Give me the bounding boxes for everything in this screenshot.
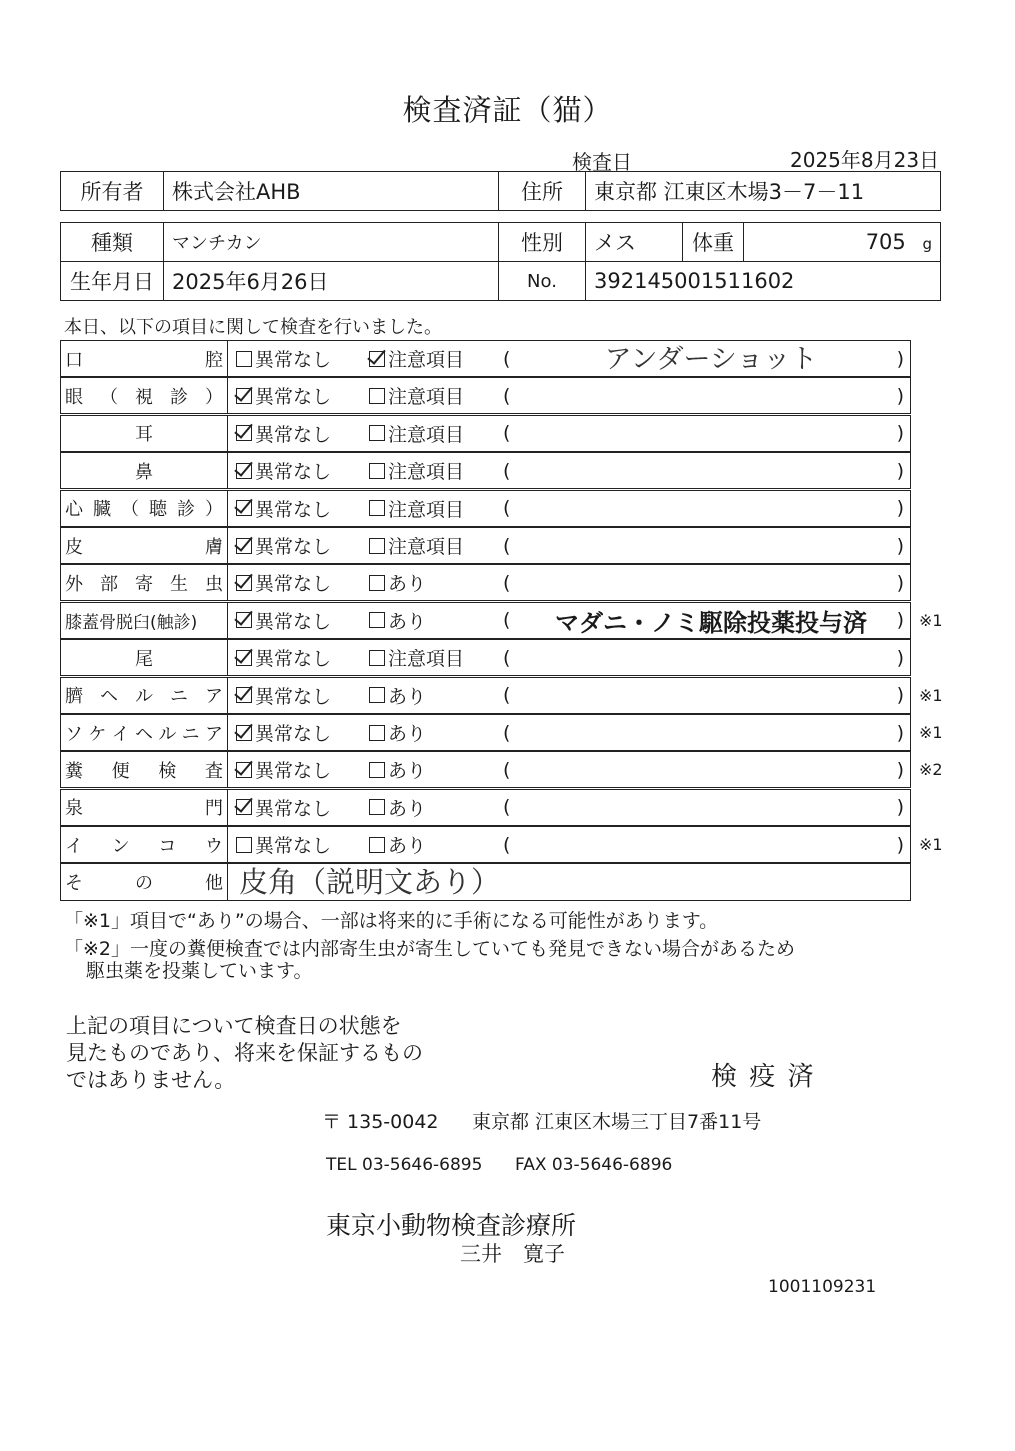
address-label: 住所 (499, 172, 586, 211)
birth-value: 2025年6月26日 (164, 262, 499, 301)
item-name: 心 臓 （ 聴 診 ） (61, 491, 228, 526)
checkbox-icon[interactable] (369, 500, 385, 516)
inspection-stamp: 検 疫 済 (711, 1062, 816, 1092)
attention-checkbox[interactable] (369, 752, 426, 787)
attention-checkbox[interactable] (369, 790, 426, 825)
attention-checkbox[interactable] (369, 491, 464, 526)
attention-checkbox[interactable] (369, 603, 426, 638)
disclaimer-line: ではありません。 (66, 1068, 236, 1092)
close-paren: ) (896, 609, 904, 632)
option-label: 注意項目 (388, 349, 465, 371)
item-name: 糞 便 検 査 (61, 752, 228, 787)
breed-value: マンチカン (164, 223, 499, 262)
open-paren: ( (503, 571, 511, 594)
no-abnormality-checkbox[interactable] (236, 378, 331, 413)
footnote-mark: ※1 (919, 610, 943, 630)
no-abnormality-checkbox[interactable] (236, 790, 331, 825)
option-label: 異常なし (255, 685, 332, 708)
checkbox-icon[interactable] (369, 463, 385, 479)
footnote-1: 「※1」項目で“あり”の場合、一部は将来的に手術になる可能性があります。 (64, 910, 719, 932)
close-paren: ) (896, 758, 904, 781)
sex-value: メス (586, 223, 683, 262)
no-value: 392145001511602 (586, 262, 941, 301)
item-name: 臍 ヘ ル ニ ア (61, 678, 228, 713)
footnote-2-line2: 駆虫薬を投薬しています。 (86, 960, 313, 982)
option-label: あり (388, 723, 427, 745)
option-label: 異常なし (255, 536, 332, 558)
inspection-row (60, 377, 911, 414)
attention-checkbox[interactable] (369, 341, 464, 376)
weight-cell (744, 223, 941, 262)
close-paren: ) (896, 534, 904, 557)
exam-date: 2025年8月23日 (790, 148, 940, 172)
open-paren: ( (503, 497, 511, 520)
item-name: イ ン コ ウ (61, 827, 228, 862)
other-value: 皮角（説明文あり） (239, 864, 501, 899)
checkbox-icon[interactable] (369, 837, 385, 853)
birth-label: 生年月日 (61, 262, 164, 301)
close-paren: ) (896, 646, 904, 669)
option-label: あり (388, 685, 427, 708)
breed-label: 種類 (61, 223, 164, 262)
weight-label: 体重 (683, 223, 744, 262)
option-label: あり (388, 797, 427, 820)
close-paren: ) (896, 571, 904, 594)
option-label: 異常なし (255, 835, 332, 858)
intro-text: 本日、以下の項目に関して検査を行いました。 (64, 317, 442, 338)
item-name: 口 腔 (61, 341, 228, 376)
no-abnormality-checkbox[interactable] (236, 565, 331, 600)
disclaimer-line: 見たものであり、将来を保証するもの (66, 1041, 423, 1065)
other-label: そ の 他 (61, 864, 228, 900)
item-note: アンダーショット (604, 344, 818, 375)
checkbox-icon[interactable] (369, 650, 385, 666)
open-paren: ( (503, 721, 511, 744)
open-paren: ( (503, 347, 511, 370)
open-paren: ( (503, 422, 511, 445)
inspection-row (60, 751, 943, 788)
footnote-mark: ※2 (919, 760, 943, 780)
option-label: 異常なし (255, 648, 332, 671)
inspection-row (60, 677, 943, 714)
item-name: ソ ケ イ ヘ ル ニ ア (61, 715, 228, 750)
open-paren: ( (503, 534, 511, 557)
option-label: 異常なし (255, 423, 332, 446)
checked-box-icon[interactable] (236, 425, 252, 441)
open-paren: ( (503, 384, 511, 407)
option-label: あり (388, 835, 427, 858)
checked-box-icon[interactable] (236, 538, 252, 554)
option-label: 注意項目 (388, 461, 465, 484)
no-abnormality-checkbox[interactable] (236, 640, 331, 675)
open-paren: ( (503, 758, 511, 781)
open-paren: ( (503, 609, 511, 632)
item-name: 泉 門 (61, 790, 228, 825)
weight-value: 705 (865, 230, 906, 254)
footnote-mark: ※1 (919, 835, 943, 855)
no-abnormality-checkbox[interactable] (236, 752, 331, 787)
checkbox-icon[interactable] (236, 837, 252, 853)
inspection-row (60, 789, 911, 826)
disclaimer-line: 上記の項目について検査日の状態を (66, 1014, 402, 1038)
checked-box-icon[interactable] (236, 687, 252, 703)
page-title: 検査済証（猫） (402, 93, 613, 127)
checkbox-icon[interactable] (369, 725, 385, 741)
no-abnormality-checkbox[interactable] (236, 416, 331, 451)
checkbox-icon[interactable] (369, 799, 385, 815)
checkbox-icon[interactable] (369, 575, 385, 591)
attention-checkbox[interactable] (369, 678, 426, 713)
checkbox-icon[interactable] (369, 425, 385, 441)
open-paren: ( (503, 459, 511, 482)
inspection-row (60, 490, 911, 527)
postal-code: 〒 135-0042 (322, 1111, 439, 1133)
weight-unit: g (922, 235, 932, 253)
close-paren: ) (896, 796, 904, 819)
option-label: 注意項目 (388, 423, 465, 446)
no-abnormality-checkbox[interactable] (236, 827, 331, 862)
option-label: 異常なし (255, 573, 332, 596)
close-paren: ) (896, 684, 904, 707)
checked-box-icon[interactable] (236, 762, 252, 778)
option-label: あり (388, 573, 427, 596)
attention-checkbox[interactable] (369, 565, 426, 600)
attention-checkbox[interactable] (369, 640, 464, 675)
checkbox-icon[interactable] (369, 612, 385, 628)
owner-label: 所有者 (61, 172, 164, 211)
address-value: 東京都 江東区木場3－7－11 (586, 172, 941, 211)
exam-date-label: 検査日 (572, 150, 632, 174)
no-abnormality-checkbox[interactable] (236, 341, 331, 376)
option-label: 異常なし (255, 723, 332, 745)
option-label: 異常なし (255, 349, 332, 371)
option-label: 異常なし (255, 797, 332, 820)
option-label: 異常なし (255, 386, 332, 409)
item-name: 耳 (61, 416, 228, 451)
attention-checkbox[interactable] (369, 715, 426, 750)
item-name: 鼻 (61, 453, 228, 488)
attention-checkbox[interactable] (369, 827, 426, 862)
checkbox-icon[interactable] (369, 538, 385, 554)
checkbox-icon[interactable] (369, 687, 385, 703)
open-paren: ( (503, 833, 511, 856)
checked-box-icon[interactable] (236, 799, 252, 815)
checked-box-icon[interactable] (236, 650, 252, 666)
close-paren: ) (896, 497, 904, 520)
close-paren: ) (896, 833, 904, 856)
clinic-address: 東京都 江東区木場三丁目7番11号 (472, 1111, 762, 1133)
checked-box-icon[interactable] (236, 612, 252, 628)
checked-box-icon[interactable] (236, 463, 252, 479)
option-label: 注意項目 (388, 386, 465, 409)
option-label: あり (388, 610, 427, 633)
no-abnormality-checkbox[interactable] (236, 678, 331, 713)
close-paren: ) (896, 721, 904, 744)
inspection-row (60, 714, 943, 751)
close-paren: ) (896, 384, 904, 407)
checkbox-icon[interactable] (369, 388, 385, 404)
no-abnormality-checkbox[interactable] (236, 491, 331, 526)
no-label: No. (499, 262, 586, 301)
close-paren: ) (896, 422, 904, 445)
option-label: 注意項目 (388, 536, 465, 558)
attention-checkbox[interactable] (369, 416, 464, 451)
inspection-row (60, 639, 911, 676)
close-paren: ) (896, 347, 904, 370)
inspection-row (60, 340, 911, 377)
doctor-name: 三井 寛子 (460, 1242, 565, 1266)
inspection-row (60, 826, 943, 863)
fax-number: FAX 03-5646-6896 (515, 1155, 673, 1175)
item-name: 皮 膚 (61, 528, 228, 563)
option-label: 異常なし (255, 610, 332, 633)
option-label: 異常なし (255, 498, 332, 521)
inspection-row (60, 602, 943, 639)
close-paren: ) (896, 459, 904, 482)
inspection-row (60, 415, 911, 452)
item-name: 外 部 寄 生 虫 (61, 565, 228, 600)
other-row (60, 863, 911, 901)
item-name: 眼 （ 視 診 ） (61, 378, 228, 413)
no-abnormality-checkbox[interactable] (236, 453, 331, 488)
document-id: 1001109231 (768, 1277, 877, 1297)
pet-table (60, 222, 941, 301)
checked-box-icon[interactable] (236, 388, 252, 404)
open-paren: ( (503, 796, 511, 819)
checkbox-icon[interactable] (369, 762, 385, 778)
tel-number: TEL 03-5646-6895 (326, 1155, 483, 1175)
inspection-row (60, 564, 911, 601)
open-paren: ( (503, 684, 511, 707)
checked-box-icon[interactable] (369, 351, 385, 367)
attention-checkbox[interactable] (369, 528, 464, 563)
checked-box-icon[interactable] (236, 575, 252, 591)
item-name: 膝蓋骨脱臼(触診) (61, 603, 228, 638)
sex-label: 性別 (499, 223, 586, 262)
attention-checkbox[interactable] (369, 453, 464, 488)
no-abnormality-checkbox[interactable] (236, 715, 331, 750)
no-abnormality-checkbox[interactable] (236, 603, 331, 638)
checked-box-icon[interactable] (236, 500, 252, 516)
checkbox-icon[interactable] (236, 351, 252, 367)
inspection-row (60, 452, 911, 489)
disclaimer (66, 1013, 423, 1094)
inspection-row (60, 527, 911, 564)
attention-checkbox[interactable] (369, 378, 464, 413)
item-name: 尾 (61, 640, 228, 675)
footnote-2-line1: 「※2」一度の糞便検査では内部寄生虫が寄生していても発見できない場合があるため (64, 938, 796, 960)
footnote-mark: ※1 (919, 685, 943, 705)
footnote-mark: ※1 (919, 723, 943, 742)
option-label: あり (388, 760, 427, 783)
option-label: 注意項目 (388, 498, 465, 521)
open-paren: ( (503, 646, 511, 669)
clinic-name: 東京小動物検査診療所 (326, 1211, 577, 1240)
owner-value: 株式会社AHB (164, 172, 499, 211)
option-label: 注意項目 (388, 648, 465, 671)
option-label: 異常なし (255, 760, 332, 783)
checked-box-icon[interactable] (236, 725, 252, 741)
item-note: マダニ・ノミ駆除投薬投与済 (555, 608, 867, 637)
owner-table (60, 171, 941, 211)
no-abnormality-checkbox[interactable] (236, 528, 331, 563)
option-label: 異常なし (255, 461, 332, 484)
